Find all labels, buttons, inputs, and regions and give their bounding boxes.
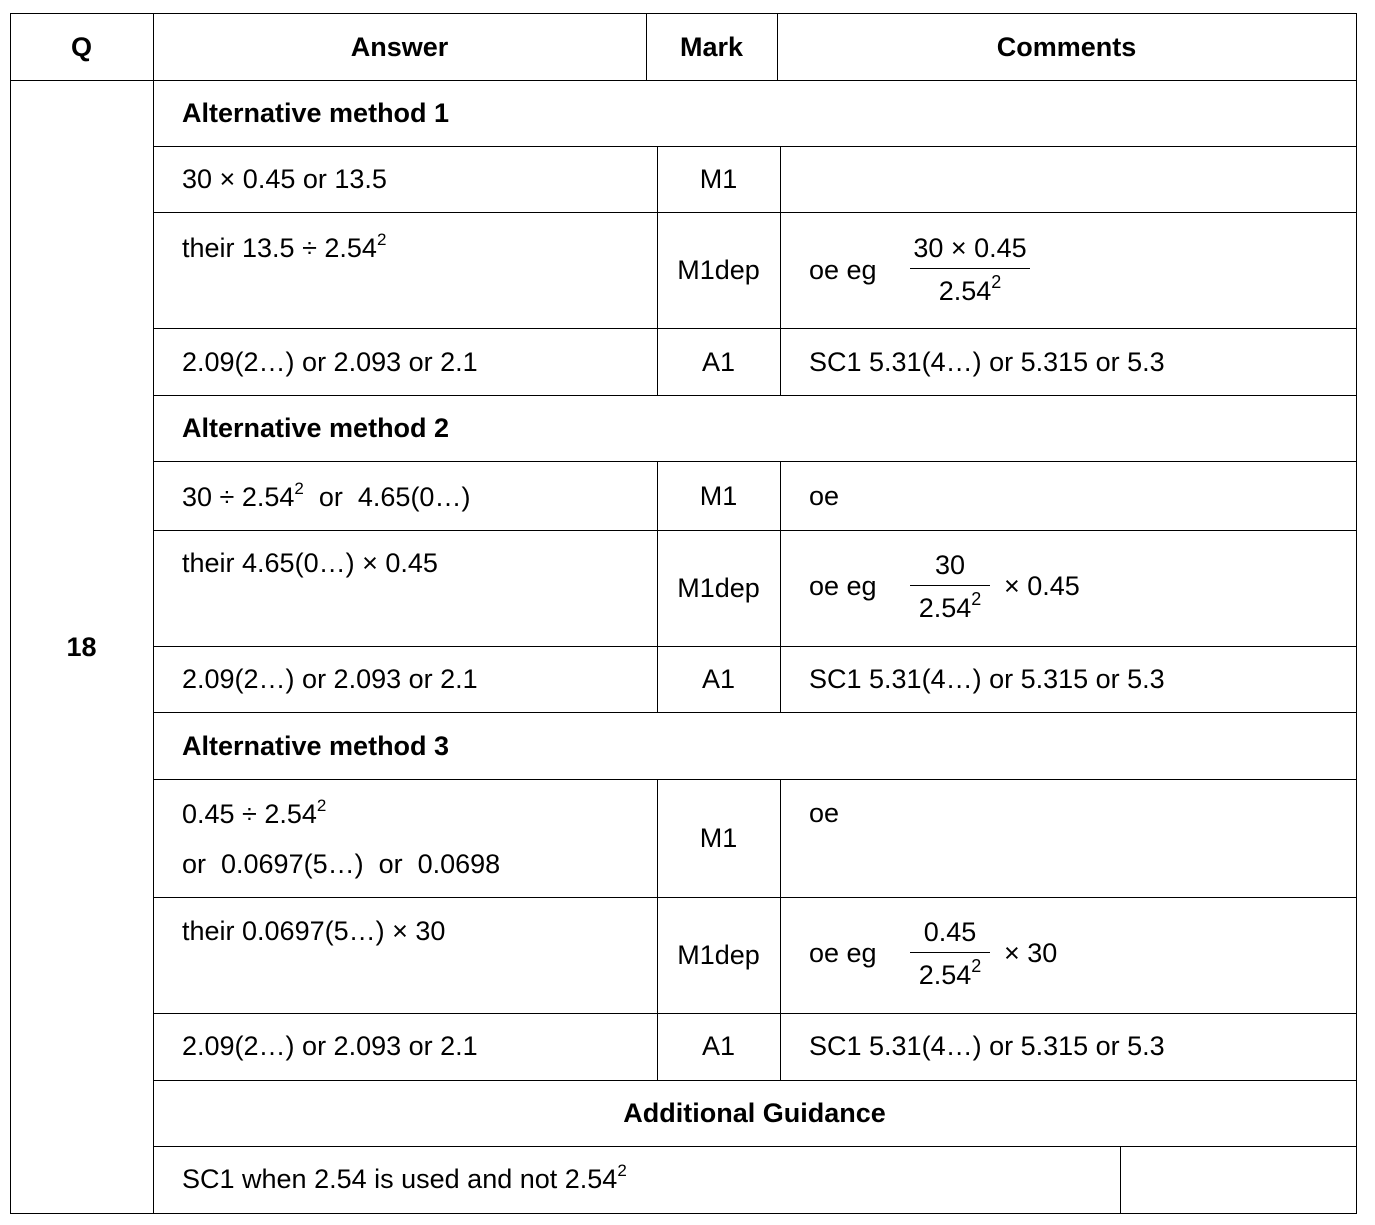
method-3-row-2-fraction <box>910 916 990 991</box>
method-1-row-2-answer: their $13.5 \div 2.54^2$ <box>182 230 387 263</box>
method-1-title: Alternative method 1 <box>182 98 450 128</box>
method-1-row-2-fraction <box>910 232 1030 307</box>
method-1-row-3-mark: A1 <box>701 347 736 377</box>
method-3-row-2-comment-prefix: oe eg <box>809 938 877 968</box>
method-2-row-2-comment-prefix: oe eg <box>809 571 877 601</box>
method-2-row-2-mark: M1dep <box>677 573 760 603</box>
method-1-row-3-answer: 2.09(2…) or 2.093 or 2.1 <box>182 347 478 377</box>
question-number: 18 <box>66 632 97 662</box>
method-2-row-1-mark: M1 <box>699 481 738 511</box>
method-2-row-1-comment: oe <box>809 481 840 511</box>
fraction-denominator: 2.54$^2$ <box>938 272 1002 306</box>
method-3-row-2-mark: M1dep <box>677 940 760 970</box>
method-3-row-3-mark: A1 <box>701 1031 736 1061</box>
fraction-numerator: 30 × 0.45 <box>913 233 1027 263</box>
method-1-row-1-answer: 30 × 0.45 or 13.5 <box>182 164 387 194</box>
method-3-row-1-comment: oe <box>809 798 840 828</box>
method-3-row-1-answer-line-2: or 0.0697(5…) or 0.0698 <box>182 849 501 879</box>
method-1-row-3-comment: SC1 5.31(4…) or 5.315 or 5.3 <box>809 347 1165 377</box>
method-1-row-2-comment-prefix: oe eg <box>809 255 877 285</box>
additional-guidance-title: Additional Guidance <box>623 1098 886 1128</box>
method-2-row-3-mark: A1 <box>701 664 736 694</box>
header-answer: Answer <box>350 32 449 62</box>
method-2-title: Alternative method 2 <box>182 413 450 443</box>
method-3-row-3-answer: 2.09(2…) or 2.093 or 2.1 <box>182 1031 478 1061</box>
method-3-title: Alternative method 3 <box>182 731 450 761</box>
fraction-denominator: 2.54$^2$ <box>918 589 982 623</box>
method-2-row-3-comment: SC1 5.31(4…) or 5.315 or 5.3 <box>809 664 1165 694</box>
fraction-numerator: 0.45 <box>923 917 977 947</box>
header-mark: Mark <box>679 32 744 62</box>
method-3-row-3-comment: SC1 5.31(4…) or 5.315 or 5.3 <box>809 1031 1165 1061</box>
additional-guidance-text: SC1 when 2.54 is used and not 2.54$^2$ <box>182 1161 627 1194</box>
method-2-row-2-comment-suffix: × 0.45 <box>1004 571 1080 601</box>
header-comments: Comments <box>996 32 1137 62</box>
method-2-row-1-answer: $30 \div 2.54^2$ or 4.65(0…) <box>182 479 471 512</box>
method-2-row-2-fraction <box>910 549 990 624</box>
method-2-row-2-answer: their 4.65(0…) × 0.45 <box>182 548 438 578</box>
method-1-row-1-mark: M1 <box>699 164 738 194</box>
header-q: Q <box>70 32 92 62</box>
fraction-numerator: 30 <box>934 550 966 580</box>
method-3-row-1-answer: $0.45 \div 2.54^2$ <box>182 796 327 829</box>
method-1-row-2-mark: M1dep <box>677 255 760 285</box>
method-3-row-1-mark: M1 <box>699 823 738 853</box>
method-2-row-3-answer: 2.09(2…) or 2.093 or 2.1 <box>182 664 478 694</box>
method-3-row-2-answer: their 0.0697(5…) × 30 <box>182 916 446 946</box>
fraction-denominator: 2.54$^2$ <box>918 956 982 990</box>
method-3-row-2-comment-suffix: × 30 <box>1004 938 1058 968</box>
